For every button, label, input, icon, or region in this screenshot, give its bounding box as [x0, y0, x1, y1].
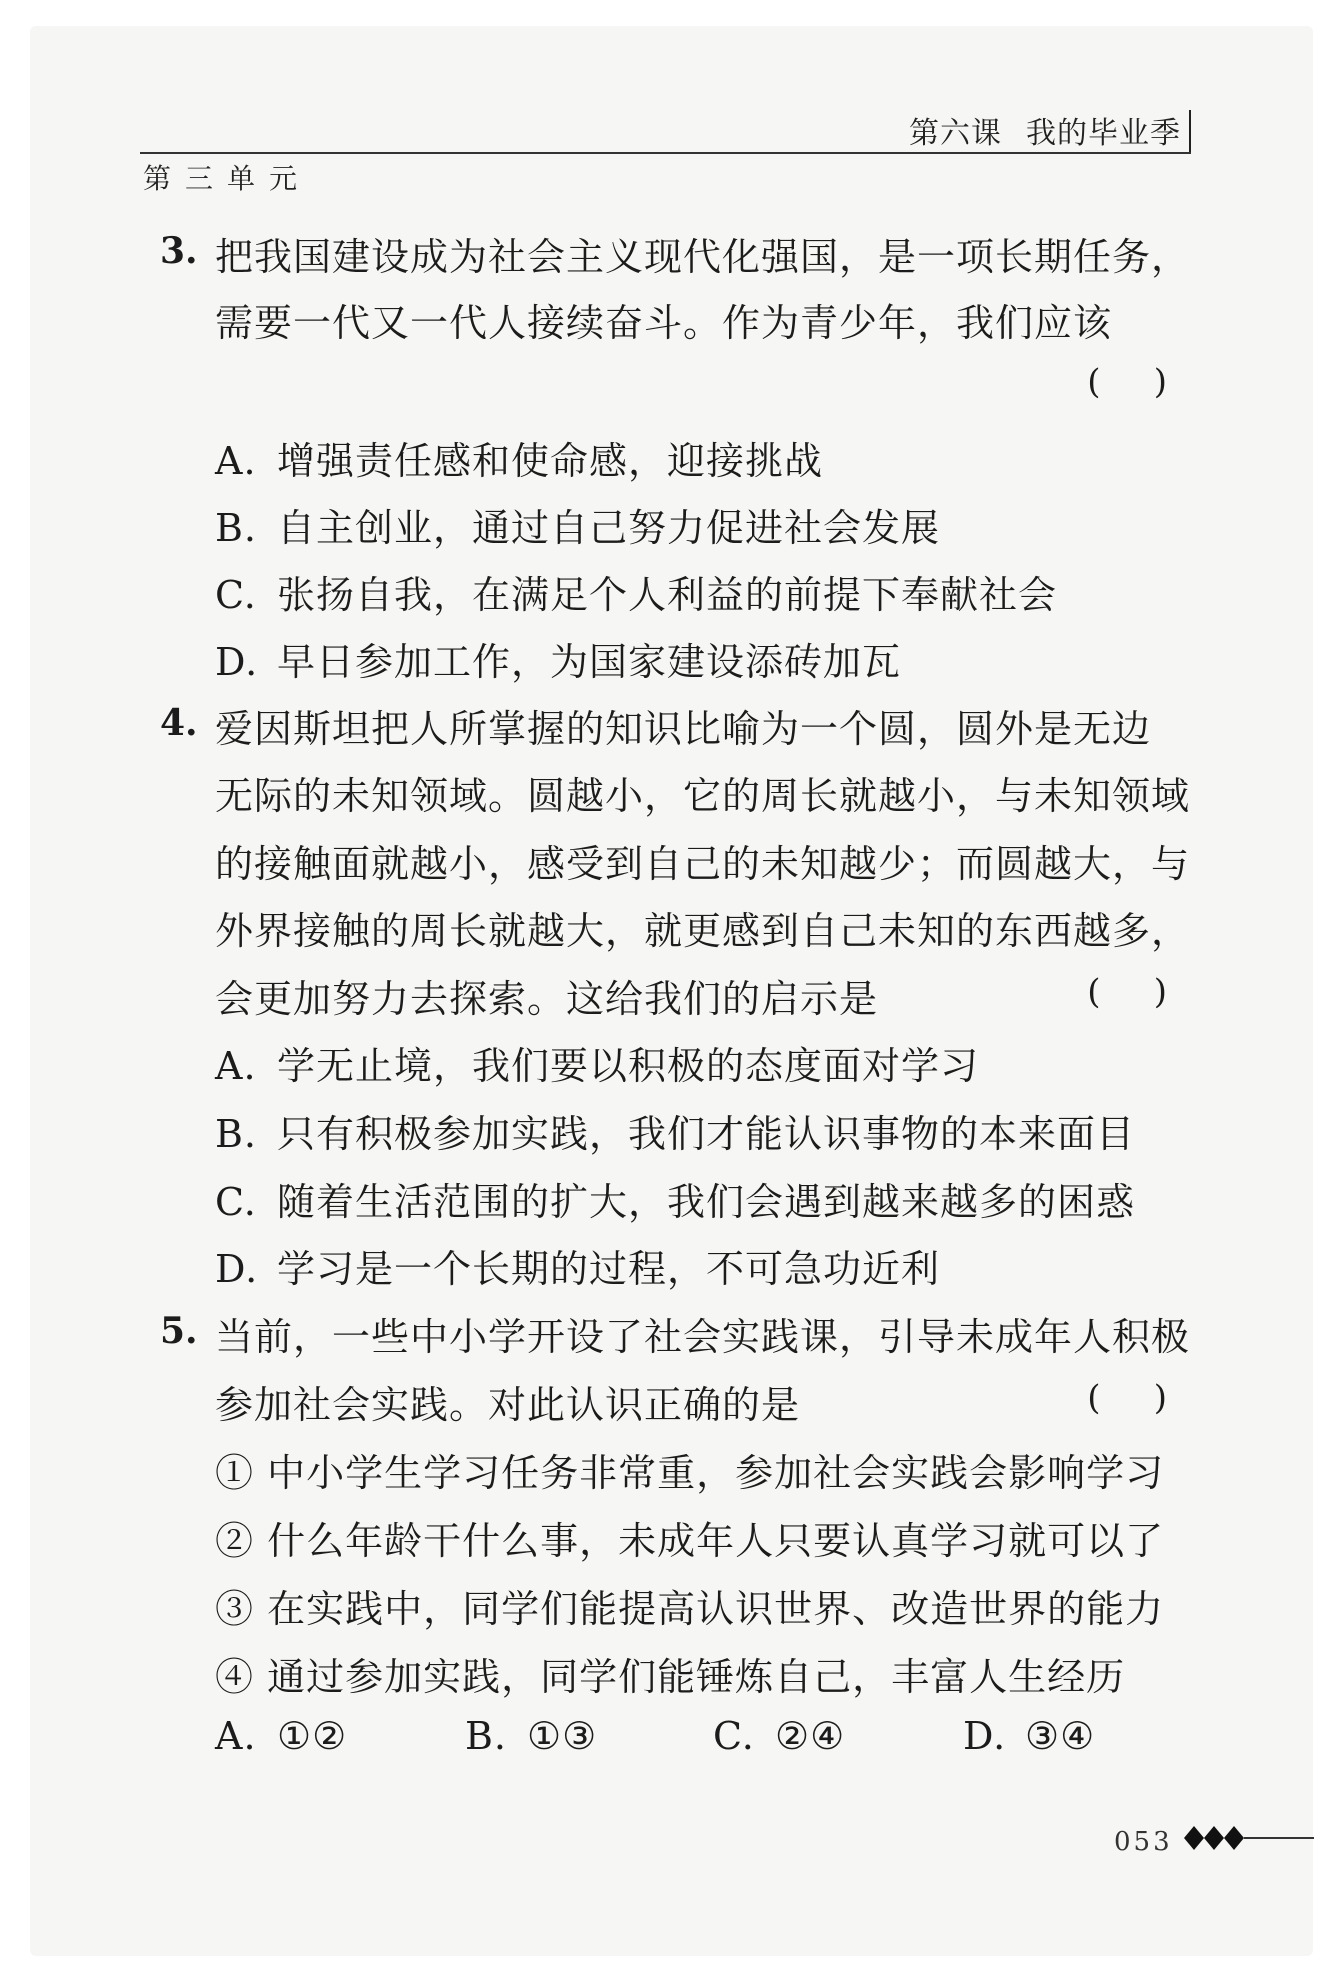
option-text: 学习是一个长期的过程，不可急功近利: [277, 1247, 941, 1291]
option-label: A.: [215, 439, 257, 483]
option-text: ③④: [1025, 1714, 1096, 1758]
header-rule: [140, 152, 1191, 154]
option-text: 自主创业，通过自己努力促进社会发展: [277, 506, 941, 550]
option-label: D.: [215, 1247, 259, 1291]
question-4-number: 4.: [160, 702, 198, 744]
question-3-option-d[interactable]: [215, 631, 901, 686]
unit-label: 第三单元: [143, 162, 312, 195]
question-5-number: 5.: [160, 1310, 198, 1352]
question-4-line-3: 的接触面就越小，感受到自己的未知越少；而圆越大，与: [215, 842, 1191, 886]
question-5-option-b[interactable]: [465, 1714, 597, 1758]
question-4-line-4: 外界接触的周长就越大，就更感到自己未知的东西越多，: [215, 909, 1191, 953]
question-5-answer-blank[interactable]: ( ): [1087, 1378, 1169, 1418]
question-4-answer-blank[interactable]: ( ): [1087, 972, 1169, 1012]
question-5-line-1: 当前，一些中小学开设了社会实践课，引导未成年人积极: [215, 1315, 1191, 1359]
question-5-statement-1: ① 中小学生学习任务非常重，参加社会实践会影响学习: [215, 1451, 1165, 1495]
question-4-option-b[interactable]: [215, 1103, 1135, 1158]
question-5-statement-3: ③ 在实践中，同学们能提高认识世界、改造世界的能力: [215, 1587, 1165, 1631]
question-4-line-1: 爱因斯坦把人所掌握的知识比喻为一个圆，圆外是无边: [215, 707, 1152, 751]
question-5-option-d[interactable]: [963, 1714, 1095, 1758]
question-3-option-c[interactable]: [215, 564, 1057, 619]
header-bar: [1189, 110, 1191, 152]
option-label: A.: [215, 1714, 257, 1758]
question-5-statement-4: ④ 通过参加实践，同学们能锤炼自己，丰富人生经历: [215, 1655, 1126, 1699]
question-4-option-c[interactable]: [215, 1171, 1135, 1226]
option-text: 只有积极参加实践，我们才能认识事物的本来面目: [277, 1112, 1136, 1156]
option-label: C.: [215, 573, 257, 617]
option-text: ①②: [277, 1714, 348, 1758]
question-3-answer-blank[interactable]: ( ): [1087, 362, 1169, 402]
question-3-line-1: 把我国建设成为社会主义现代化强国，是一项长期任务，: [215, 235, 1191, 279]
lesson-header: [909, 108, 1181, 152]
option-label: B.: [465, 1714, 508, 1758]
diamond-ornament-icon: [1184, 1818, 1314, 1858]
option-label: A.: [215, 1044, 257, 1088]
option-text: 早日参加工作，为国家建设添砖加瓦: [277, 640, 902, 684]
question-4-line-2: 无际的未知领域。圆越小，它的周长就越小，与未知领域: [215, 774, 1191, 818]
question-3-line-2: 需要一代又一代人接续奋斗。作为青少年，我们应该: [215, 301, 1113, 345]
option-label: B.: [215, 1112, 258, 1156]
question-4-option-a[interactable]: [215, 1035, 979, 1090]
lesson-title: 我的毕业季: [1026, 116, 1181, 151]
question-3-number: 3.: [160, 230, 198, 272]
option-label: C.: [713, 1714, 755, 1758]
question-4-line-5: 会更加努力去探索。这给我们的启示是: [215, 977, 879, 1021]
option-text: ②④: [775, 1714, 846, 1758]
option-label: C.: [215, 1180, 257, 1224]
question-5-option-a[interactable]: [215, 1714, 347, 1758]
page-number: 053: [1114, 1827, 1173, 1857]
option-text: 张扬自我，在满足个人利益的前提下奉献社会: [277, 573, 1058, 617]
question-5-statement-2: ② 什么年龄干什么事，未成年人只要认真学习就可以了: [215, 1519, 1165, 1563]
question-5-line-2: 参加社会实践。对此认识正确的是: [215, 1383, 801, 1427]
option-text: 增强责任感和使命感，迎接挑战: [277, 439, 824, 483]
option-text: 随着生活范围的扩大，我们会遇到越来越多的困惑: [277, 1180, 1136, 1224]
option-text: 学无止境，我们要以积极的态度面对学习: [277, 1044, 980, 1088]
option-label: B.: [215, 506, 258, 550]
question-5-option-c[interactable]: [713, 1714, 845, 1758]
question-3-option-a[interactable]: [215, 430, 823, 485]
option-text: ①③: [527, 1714, 598, 1758]
question-4-option-d[interactable]: [215, 1238, 940, 1293]
question-3-option-b[interactable]: [215, 497, 940, 552]
option-label: D.: [215, 640, 259, 684]
lesson-number: 第六课: [909, 116, 1002, 151]
option-label: D.: [963, 1714, 1007, 1758]
